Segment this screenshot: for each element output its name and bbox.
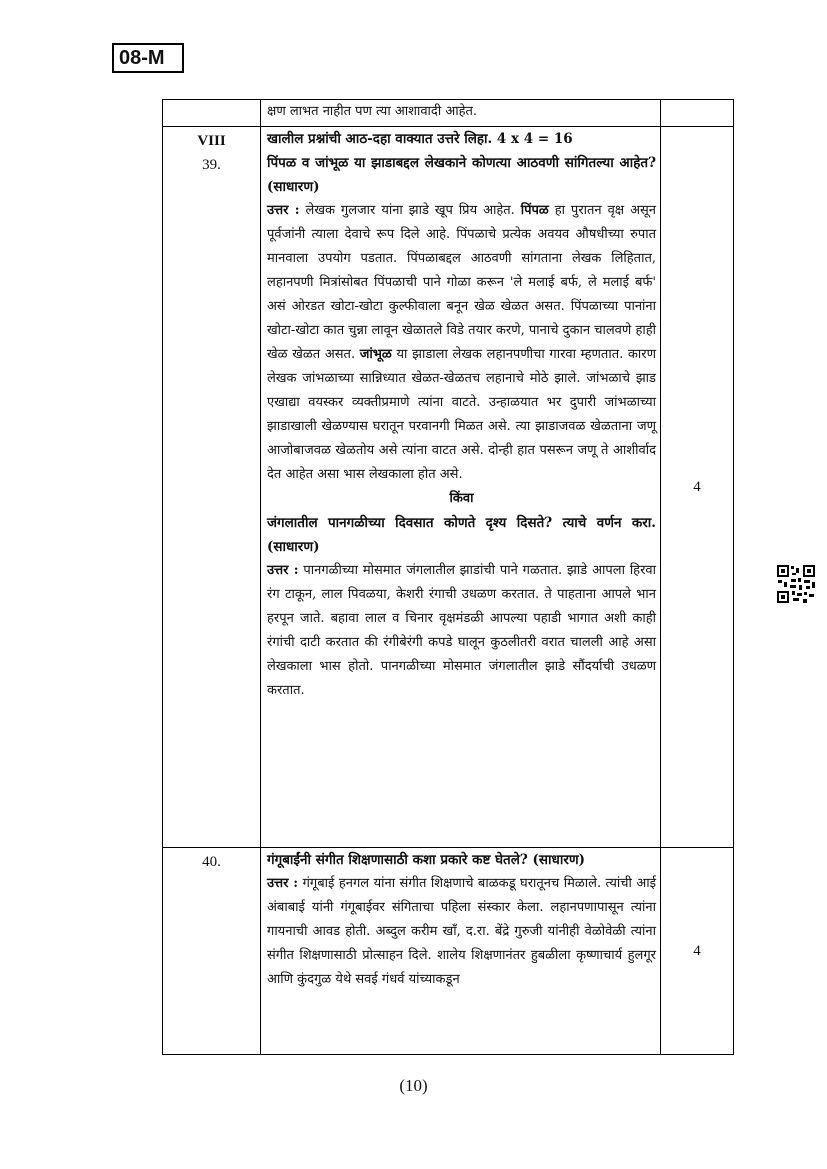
answer-label: उत्तर : [267,203,300,218]
answer-text: या झाडाला लेखक लहानपणीचा गारवा म्हणतात. कारण लेखक जांभळाच्या सान्निध्यात खेळत-खेळतच लहानाचे मोठे झाले. जांभळाचे झाड एखाद्या वयस्कर व्यक्तीप्रमाणे त्यांना वाटते. उन्हाळयात भर दुपारी जांभळाच्या झाडाखाली खेळण्यास घरातून परवानगी मिळत असे. त्या झाडाजवळ खेळताना जणू आजोबाजवळ खेळतोय असे त्यांना वाटत असे. दोन्ही हात पसरून जणू ते आशीर्वाद देत आहेत असा भास लेखकाला होत असे. [267,347,656,482]
marks-cell [661,127,734,848]
question-number-cell [163,127,261,848]
alternate-answer-paragraph [267,559,656,703]
marks-value: 4 [693,942,701,959]
table-row [163,127,734,848]
answer-key-table [162,99,734,1055]
section-number: VIII [197,133,226,149]
table-row [163,100,734,127]
continued-answer-text: क्षण लाभत नाहीत पण त्या आशावादी आहेत. [267,104,478,119]
table-row [163,848,734,1055]
paper-code: 08-M [119,47,165,69]
question-number: 39. [202,157,221,173]
question-number-cell [163,848,261,1055]
keyword-pimpal: पिंपळ [520,203,549,218]
answer-cell [261,848,661,1055]
answer-text: पानगळीच्या मोसमात जंगलातील झाडांची पाने गळतात. झाडे आपला हिरवा रंग टाकून, लाल पिवळया, केशरी रंगाची उधळण करतात. ते पाहताना आपले भान हरपून जाते. बहावा लाल व चिनार वृक्षमंडळी आपल्या पहाडी भागात अशी काही रंगांची दाटी करतात की रंगीबेरंगी कपडे घालून कुठलीतरी वरात चालली आहे असा लेखकाला भास होतो. पानगळीच्या मोसमात जंगलातील झाडे सौंदर्याची उधळण करतात. [267,563,656,698]
page-number: (10) [399,1076,428,1095]
paper-code-box [112,43,184,73]
marks-cell [661,100,734,127]
question-text: गंगूबाईंनी संगीत शिक्षणासाठी कशा प्रकारे कष्ट घेतले? (साधारण) [267,852,585,868]
question-number: 40. [202,854,221,870]
question-number-cell [163,100,261,127]
answer-label: उत्तर : [267,563,299,578]
question-text: पिंपळ व जांभूळ या झाडाबद्दल लेखकाने कोणत्या आठवणी सांगितल्या आहेत? (साधारण) [267,155,656,195]
answer-label: उत्तर : [267,876,299,891]
answer-paragraph [267,872,656,992]
keyword-jambhul: जांभूळ [359,347,392,362]
or-separator: किंवा [449,491,474,506]
answer-text: हा पुरातन वृक्ष असून पूर्वजांनी त्याला देवाचे रूप दिले आहे. पिंपळाचे प्रत्येक अवयव औषधीच्या रुपात मानवाला उपयोग पडतात. पिंपळाबद्दल आठवणी सांगताना लेखक लिहितात, लहानपणी मित्रांसोबत पिंपळाची पाने गोळा करून 'ले मलाई बर्फ, ले मलाई बर्फ' असं ओरडत खोटा-खोटा कुल्फीवाला बनून खेळ खेळत असत. पिंपळाच्या पानांना खोटा-खोटा कात चुन्ना लावून खेळातले विडे तयार करणे, पानाचे दुकान चालवणे हाही खेळ खेळत असत. [267,203,657,362]
marks-cell [661,848,734,1055]
answer-text: गंगूबाई हनगल यांना संगीत शिक्षणाचे बाळकडू घरातूनच मिळाले. त्यांची आई अंबाबाई यांनी गंगूबाईवर संगिताचा पहिला संस्कार केला. लहानपणापासून त्यांना गायनाची आवड होती. अब्दुल करीम खाँ, द.रा. बेंद्रे गुरुजी यांनीही वेळोवेळी त्यांना संगीत शिक्षणासाठी प्रोत्साहन दिले. शालेय शिक्षणानंतर हुबळीला कृष्णाचार्य हुलगूर आणि कुंदगुळ येथे सवई गंधर्व यांच्याकडून [267,876,656,987]
marks-value: 4 [693,478,701,495]
answer-paragraph [267,199,656,487]
answer-cell [261,127,661,848]
qr-code-icon [776,564,816,604]
answer-text: लेखक गुलजार यांना झाडे खूप प्रिय आहेत. [299,203,521,218]
section-instruction: खालील प्रश्नांची आठ-दहा वाक्यात उत्तरे लिहा. 4 x 4 = 16 [267,131,573,147]
alternate-question-text: जंगलातील पानगळीच्या दिवसात कोणते दृश्य दिसते? त्याचे वर्णन करा. (साधारण) [267,515,656,555]
qr-code-graphic [776,564,816,604]
answer-cell [261,100,661,127]
